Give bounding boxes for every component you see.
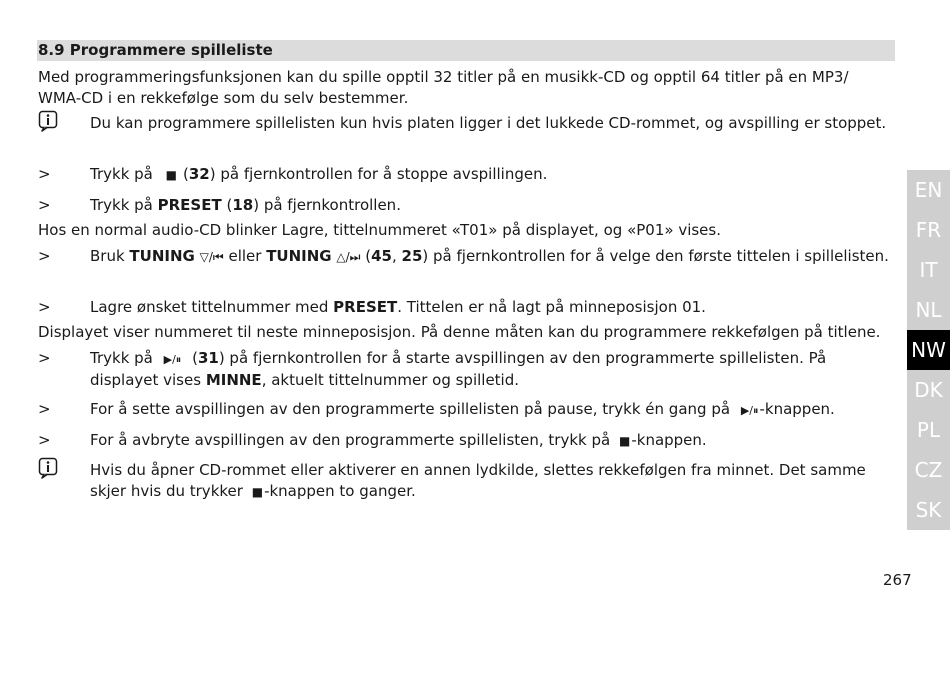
tuning-up-icon: △/⏭ (336, 250, 361, 264)
stop-icon: ■ (251, 485, 264, 499)
display-paragraph: Displayet viser nummeret til neste minneposisjon. På denne måten kan du programmere rekkefølgen på titlene. (38, 323, 881, 341)
note-item-2: Hvis du åpner CD-rommet eller aktiverer en annen lydkilde, slettes rekkefølgen fra minnet. Det samme skjer hvis du trykker ■-knappen to ganger. (38, 460, 895, 503)
section-heading: 8.9 Programmere spilleliste (37, 40, 895, 61)
key-label: PRESET (157, 196, 222, 214)
step-marker: > (38, 247, 51, 265)
step-item-3: > Bruk TUNING ▽/⏮ eller TUNING △/⏭ (45, 25) på fjernkontrollen for å velge den første tittelen i spillelisten. (38, 246, 895, 268)
tuning-down-icon: ▽/⏮ (199, 250, 224, 264)
key-number: 25 (401, 247, 423, 265)
step-item-1: > Trykk på ■ (32) på fjernkontrollen for å stoppe avspillingen. (38, 164, 895, 186)
key-number: 18 (232, 196, 254, 214)
language-tabs (907, 170, 950, 530)
stop-icon: ■ (165, 168, 177, 182)
key-number: 45 (371, 247, 392, 265)
step-marker: > (38, 165, 51, 183)
lang-tab-it[interactable]: IT (907, 250, 950, 290)
info-icon (38, 110, 58, 132)
step-text: Trykk på (90, 165, 153, 183)
stop-icon: ■ (619, 434, 631, 448)
step-item-2: > Trykk på PRESET (18) på fjernkontrollen. (38, 196, 401, 214)
key-number: 32 (188, 165, 210, 183)
key-label: PRESET (333, 298, 398, 316)
key-label: TUNING (129, 247, 195, 265)
step-item-6: > For å sette avspillingen av den programmerte spillelisten på pause, trykk én gang på ▶/⏸-knappen. (38, 399, 895, 421)
step-item-7: > For å avbryte avspillingen av den programmerte spillelisten, trykk på ■-knappen. (38, 430, 895, 452)
key-number: 31 (197, 349, 219, 367)
play-pause-icon: ▶/⏸ (163, 353, 182, 366)
play-pause-icon: ▶/⏸ (740, 404, 759, 417)
step-item-5: > Trykk på ▶/⏸ (31) på fjernkontrollen for å starte avspillingen av den programmerte spillelisten. På displayet vises MINNE, aktuelt tittelnummer og spilletid. (38, 349, 827, 389)
lang-tab-fr[interactable]: FR (907, 210, 950, 250)
key-label: TUNING (266, 247, 332, 265)
lang-tab-nl[interactable]: NL (907, 290, 950, 330)
intro-paragraph: Med programmeringsfunksjonen kan du spille opptil 32 titler på en musikk-CD og opptil 64 titler på en MP3/ WMA-CD i en rekkefølge som du selv bestemmer. (38, 68, 849, 107)
lang-tab-nw[interactable]: NW (907, 330, 950, 370)
step-marker: > (38, 298, 51, 316)
note-text-1: Du kan programmere spillelisten kun hvis platen ligger i det lukkede CD-rommet, og avspilling er stoppet. (90, 114, 887, 132)
normal-cd-paragraph: Hos en normal audio-CD blinker Lagre, tittelnummeret «T01» på displayet, og «P01» vises. (38, 221, 721, 239)
lang-tab-pl[interactable]: PL (907, 410, 950, 450)
lang-tab-en[interactable]: EN (907, 170, 950, 210)
lang-tab-sk[interactable]: SK (907, 490, 950, 530)
lang-tab-cz[interactable]: CZ (907, 450, 950, 490)
key-label: MINNE (205, 371, 262, 389)
step-marker: > (38, 349, 51, 367)
page-number: 267 (883, 571, 912, 589)
step-marker: > (38, 400, 51, 418)
step-marker: > (38, 431, 51, 449)
info-icon (38, 457, 58, 479)
note-item-1 (38, 113, 895, 134)
lang-tab-dk[interactable]: DK (907, 370, 950, 410)
step-item-4: > Lagre ønsket tittelnummer med PRESET. Tittelen er nå lagt på minneposisjon 01. (38, 298, 706, 316)
step-marker: > (38, 196, 51, 214)
